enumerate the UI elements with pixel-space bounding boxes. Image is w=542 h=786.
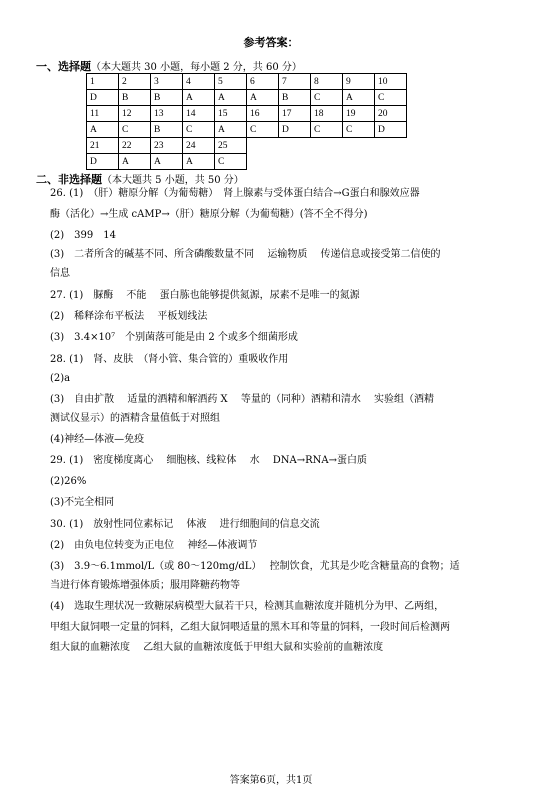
answer-table-cell: 20 [375,106,407,122]
answer-table-cell: B [279,90,311,106]
answer-table-cell: 14 [183,106,215,122]
answer-table-cell [279,154,311,170]
page-footer: 答案第6页，共1页 [229,775,313,786]
answer-line: 28. (1) 肾、皮肤 （肾小管、集合管的）重吸收作用 [50,354,289,365]
answer-table-cell [247,138,279,154]
answer-table-cell: C [343,122,375,138]
section-choice-header [36,58,302,74]
answer-line: (3) 3.9～6.1mmol/L（或 80～120mg/dL） 控制饮食，尤其是少吃含糖量高的食物；适 [50,561,460,572]
answer-table-cell: 7 [279,74,311,90]
answer-table-cell [279,138,311,154]
answer-table-row [87,74,407,90]
section-choice-note: （本大题共 30 小题，每小题 2 分，共 60 分） [91,62,302,73]
answer-table-cell: 9 [343,74,375,90]
answer-table-cell [311,138,343,154]
answer-table-cell [343,138,375,154]
answer-line: (2)a [50,373,71,384]
answer-line: (3) 自由扩散 适量的酒精和解酒药 X 等量的（同种）酒精和清水 实验组（酒精 [50,394,434,405]
answer-table-cell: A [151,154,183,170]
answer-table-cell: A [119,154,151,170]
answer-table-cell: 19 [343,106,375,122]
choice-answer-table [86,73,407,170]
answer-table-cell: 1 [87,74,119,90]
answer-table-cell [343,154,375,170]
answer-table-cell: 24 [183,138,215,154]
answer-line: (2) 399 14 [50,230,116,241]
answer-line: (4)神经—体液—免疫 [50,434,145,445]
answer-line: 酶（活化）→生成 cAMP→（肝）糖原分解（为葡萄糖）(答不全不得分) [50,209,368,220]
answer-table-cell: B [119,90,151,106]
answer-table-cell: 18 [311,106,343,122]
answer-line: 26. (1) （肝）糖原分解（为葡萄糖） 肾上腺素与受体蛋白结合→G蛋白和腺效应器 [50,188,420,199]
section-choice-heading: 一、选择题 [36,60,91,73]
answer-table-cell: B [151,90,183,106]
answer-table-cell: C [247,122,279,138]
answer-table-cell: B [151,122,183,138]
answer-table-cell: 23 [151,138,183,154]
answer-table-cell [247,154,279,170]
answer-table-cell [311,154,343,170]
answer-table-cell: 11 [87,106,119,122]
answer-table-row [87,122,407,138]
answer-line: (4) 选取生理状况一致糖尿病模型大鼠若干只，检测其血糖浓度并随机分为甲、乙两组， [50,601,445,612]
answer-line: (2) 由负电位转变为正电位 神经—体液调节 [50,540,258,551]
answer-table-cell: D [87,90,119,106]
answer-table-cell: 13 [151,106,183,122]
answer-line: 组大鼠的血糖浓度 乙组大鼠的血糖浓度低于甲组大鼠和实验前的血糖浓度 [50,642,384,653]
answer-table-cell [375,154,407,170]
answer-table-cell: C [119,122,151,138]
answer-table-cell: A [215,90,247,106]
answer-table-cell: 2 [119,74,151,90]
answer-line: 30. (1) 放射性同位素标记 体液 进行细胞间的信息交流 [50,519,320,530]
answer-table-cell: D [87,154,119,170]
answer-table-cell: D [279,122,311,138]
answer-line: (2)26% [50,476,87,487]
answer-table-cell: D [375,122,407,138]
answer-line: (2) 稀释涂布平板法 平板划线法 [50,311,208,322]
answer-table-cell: 10 [375,74,407,90]
answer-line: 27. (1) 脲酶 不能 蛋白胨也能够提供氮源，尿素不是唯一的氮源 [50,290,360,301]
answer-table-cell: 4 [183,74,215,90]
answer-table-row [87,154,407,170]
answer-table-cell: C [183,122,215,138]
answer-table-cell: 17 [279,106,311,122]
answer-table-row [87,138,407,154]
answer-table-cell: A [343,90,375,106]
answer-table-row [87,90,407,106]
answer-table-cell: C [311,90,343,106]
answer-table-row [87,106,407,122]
answer-table-cell: C [375,90,407,106]
answer-table-cell: A [183,154,215,170]
section-nonchoice-heading: 二、非选择题 [36,173,102,186]
answer-table-cell: 25 [215,138,247,154]
section-nonchoice-header [36,171,244,187]
page-title: 参考答案： [243,36,299,49]
answer-line: 当进行体育锻炼增强体质；服用降糖药物等 [50,580,240,591]
answer-table-cell: 3 [151,74,183,90]
answer-table-cell: C [311,122,343,138]
answer-table-cell: 15 [215,106,247,122]
answer-line: 测试仪显示）的酒精含量值低于对照组 [50,413,220,424]
answer-line: (3) 3.4×10⁷ 个别菌落可能是由 2 个或多个细菌形成 [50,332,298,343]
answer-table-cell: A [183,90,215,106]
answer-table-cell: C [215,154,247,170]
answer-line: 信息 [50,268,70,279]
answer-table-cell: A [87,122,119,138]
answer-table-cell: 12 [119,106,151,122]
answer-table-cell: 8 [311,74,343,90]
answer-line: 29. (1) 密度梯度离心 细胞核、线粒体 水 DNA→RNA→蛋白质 [50,455,368,466]
answer-line: 甲组大鼠饲喂一定量的饲料，乙组大鼠饲喂适量的黑木耳和等量的饲料，一段时间后检测两 [50,622,450,633]
answer-table-cell: A [247,90,279,106]
answer-table-cell: 16 [247,106,279,122]
answer-table-cell: 5 [215,74,247,90]
answer-table-cell: 6 [247,74,279,90]
answer-table-cell: A [215,122,247,138]
answer-table-cell [375,138,407,154]
section-nonchoice-note: （本大题共 5 小题，共 50 分） [102,175,244,186]
answer-table-cell: 21 [87,138,119,154]
answer-line: (3) 二者所含的碱基不同、所含磷酸数量不同 运输物质 传递信息或接受第二信使的 [50,249,441,260]
answer-line: (3)不完全相同 [50,497,115,508]
answer-table-cell: 22 [119,138,151,154]
